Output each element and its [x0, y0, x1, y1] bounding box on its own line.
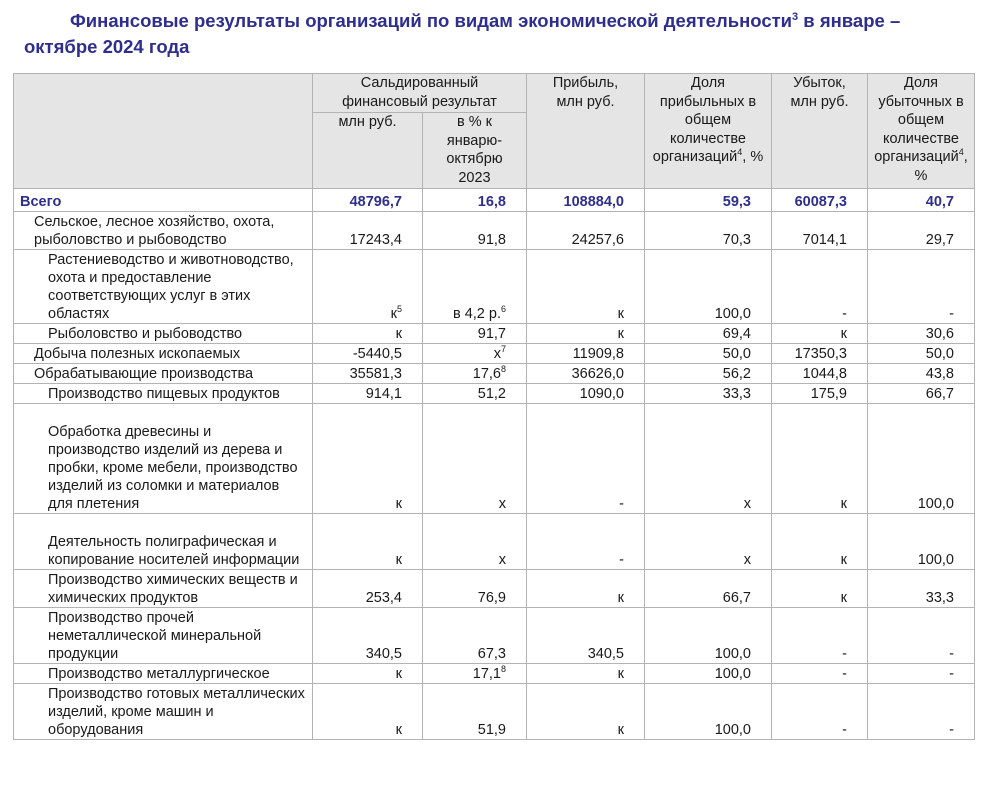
- cell-share-loss: 100,0: [868, 404, 975, 514]
- cell-loss: 1044,8: [772, 364, 868, 384]
- header-activity: [14, 74, 313, 189]
- table-row: [14, 664, 975, 684]
- row-label: Производство готовых металлических изделий, кроме машин и оборудования: [14, 684, 313, 740]
- footnote-mark: 5: [396, 304, 402, 315]
- row-label: Деятельность полиграфическая и копирование носителей информации: [14, 514, 313, 570]
- cell-loss: -: [772, 250, 868, 324]
- row-label: Обрабатывающие производства: [14, 364, 313, 384]
- cell-share-loss: 40,7: [868, 189, 975, 212]
- cell-saldo: к: [313, 324, 423, 344]
- row-label: Производство пищевых продуктов: [14, 384, 313, 404]
- header-profit: Прибыль, млн руб.: [527, 74, 645, 189]
- table-row: [14, 514, 975, 570]
- cell-saldo-pct: 76,9: [423, 570, 527, 608]
- table-row: [14, 404, 975, 514]
- cell-saldo: 914,1: [313, 384, 423, 404]
- cell-saldo-pct: х: [423, 514, 527, 570]
- title-line1: Финансовые результаты организаций по видам экономической деятельности: [70, 10, 793, 31]
- cell-share-profitable: 69,4: [645, 324, 772, 344]
- cell-profit: 24257,6: [527, 212, 645, 250]
- cell-saldo: к: [313, 664, 423, 684]
- table-row: [14, 684, 975, 740]
- cell-saldo: к: [313, 684, 423, 740]
- row-label: Растениеводство и животноводство, охота и предоставление соответствующих услуг в этих областях: [14, 250, 313, 324]
- cell-profit: к: [527, 664, 645, 684]
- cell-saldo: $к^5$: [313, 250, 423, 324]
- cell-share-profitable: 100,0: [645, 664, 772, 684]
- cell-profit: к: [527, 570, 645, 608]
- cell-share-loss: 33,3: [868, 570, 975, 608]
- cell-loss: 60087,3: [772, 189, 868, 212]
- footnote-mark: 7: [500, 344, 506, 355]
- footnote-mark: 8: [500, 664, 506, 675]
- cell-share-loss: 43,8: [868, 364, 975, 384]
- cell-share-loss: -: [868, 664, 975, 684]
- financial-results-table: [13, 73, 975, 740]
- cell-share-loss: 66,7: [868, 384, 975, 404]
- footnote-mark: 8: [500, 364, 506, 375]
- cell-saldo-pct: 16,8: [423, 189, 527, 212]
- cell-saldo: к: [313, 514, 423, 570]
- cell-saldo-pct: 67,3: [423, 608, 527, 664]
- cell-saldo: 340,5: [313, 608, 423, 664]
- page-title: [24, 8, 974, 60]
- cell-saldo-pct: $х^7$: [423, 344, 527, 364]
- cell-share-profitable: 33,3: [645, 384, 772, 404]
- header-loss: Убыток, млн руб.: [772, 74, 868, 189]
- cell-saldo-pct: в 4,2 р.$^6$: [423, 250, 527, 324]
- row-label: Всего: [14, 189, 313, 212]
- title-line1-end: в январе –: [798, 10, 901, 31]
- cell-share-loss: -: [868, 250, 975, 324]
- cell-share-profitable: 100,0: [645, 250, 772, 324]
- header-share-profitable: Доля прибыльных в общем количестве организаций$^4$, %: [645, 74, 772, 189]
- table-row: [14, 364, 975, 384]
- cell-saldo: 253,4: [313, 570, 423, 608]
- cell-profit: к: [527, 250, 645, 324]
- cell-loss: к: [772, 404, 868, 514]
- table-row: [14, 344, 975, 364]
- header-saldo-mln: млн руб.: [313, 113, 423, 189]
- cell-loss: -: [772, 608, 868, 664]
- footnote-mark: 6: [500, 304, 506, 315]
- table-row: [14, 212, 975, 250]
- cell-profit: -: [527, 404, 645, 514]
- cell-share-loss: 30,6: [868, 324, 975, 344]
- cell-saldo-pct: х: [423, 404, 527, 514]
- table-row: [14, 384, 975, 404]
- cell-profit: 1090,0: [527, 384, 645, 404]
- cell-share-loss: 100,0: [868, 514, 975, 570]
- row-label: Обработка древесины и производство изделий из дерева и пробки, кроме мебели, производство изделий из соломки и материалов для плетения: [14, 404, 313, 514]
- cell-profit: 108884,0: [527, 189, 645, 212]
- cell-profit: 36626,0: [527, 364, 645, 384]
- table-row-total: [14, 189, 975, 212]
- row-label: Производство прочей неметаллической минеральной продукции: [14, 608, 313, 664]
- cell-loss: 175,9: [772, 384, 868, 404]
- cell-share-profitable: 100,0: [645, 608, 772, 664]
- row-label: Сельское, лесное хозяйство, охота, рыболовство и рыбоводство: [14, 212, 313, 250]
- table-row: [14, 250, 975, 324]
- cell-profit: -: [527, 514, 645, 570]
- cell-saldo: -5440,5: [313, 344, 423, 364]
- cell-saldo: 35581,3: [313, 364, 423, 384]
- cell-share-profitable: 56,2: [645, 364, 772, 384]
- cell-loss: 17350,3: [772, 344, 868, 364]
- row-label: Производство металлургическое: [14, 664, 313, 684]
- row-label: Добыча полезных ископаемых: [14, 344, 313, 364]
- cell-loss: к: [772, 570, 868, 608]
- header-saldo-pct: в % к январю-октябрю 2023: [423, 113, 527, 189]
- cell-share-profitable: х: [645, 514, 772, 570]
- table-row: [14, 324, 975, 344]
- cell-saldo: 48796,7: [313, 189, 423, 212]
- cell-saldo-pct: 51,9: [423, 684, 527, 740]
- cell-loss: к: [772, 514, 868, 570]
- cell-loss: -: [772, 664, 868, 684]
- cell-loss: -: [772, 684, 868, 740]
- cell-saldo: к: [313, 404, 423, 514]
- cell-share-profitable: 70,3: [645, 212, 772, 250]
- title-line2: октябре 2024 года: [24, 36, 190, 57]
- cell-share-profitable: х: [645, 404, 772, 514]
- cell-saldo: 17243,4: [313, 212, 423, 250]
- cell-saldo-pct: 91,7: [423, 324, 527, 344]
- cell-share-profitable: 100,0: [645, 684, 772, 740]
- cell-saldo-pct: 17,6$^8$: [423, 364, 527, 384]
- row-label: Рыболовство и рыбоводство: [14, 324, 313, 344]
- cell-saldo-pct: 91,8: [423, 212, 527, 250]
- cell-loss: 7014,1: [772, 212, 868, 250]
- cell-share-profitable: 59,3: [645, 189, 772, 212]
- header-share-loss: Доля убыточных в общем количестве организаций$^4$, %: [868, 74, 975, 189]
- cell-profit: 340,5: [527, 608, 645, 664]
- cell-share-profitable: 50,0: [645, 344, 772, 364]
- cell-share-loss: -: [868, 608, 975, 664]
- cell-saldo-pct: 51,2: [423, 384, 527, 404]
- cell-loss: к: [772, 324, 868, 344]
- title-footnote: 3: [792, 10, 799, 23]
- cell-share-loss: 50,0: [868, 344, 975, 364]
- cell-saldo-pct: 17,1$^8$: [423, 664, 527, 684]
- cell-share-profitable: 66,7: [645, 570, 772, 608]
- cell-share-loss: 29,7: [868, 212, 975, 250]
- cell-profit: к: [527, 324, 645, 344]
- header-saldo: Сальдированный финансовый результат: [313, 74, 527, 113]
- cell-share-loss: -: [868, 684, 975, 740]
- cell-profit: к: [527, 684, 645, 740]
- cell-profit: 11909,8: [527, 344, 645, 364]
- table-row: [14, 608, 975, 664]
- row-label: Производство химических веществ и химических продуктов: [14, 570, 313, 608]
- table-row: [14, 570, 975, 608]
